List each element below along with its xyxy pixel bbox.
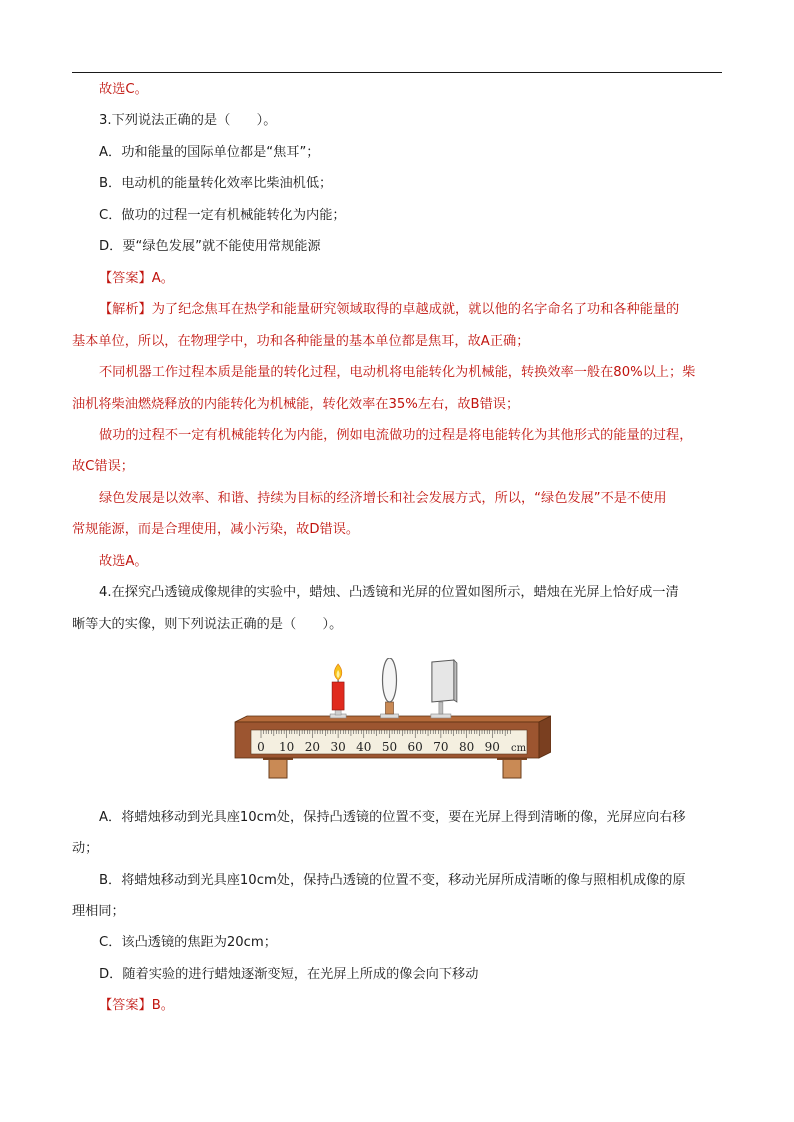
text-line: 不同机器工作过程本质是能量的转化过程，电动机将电能转化为机械能，转换效率一般在80%以上；柴 [99,365,696,381]
ruler-label: 50 [381,740,398,754]
text-line: 基本单位，所以，在物理学中，功和各种能量的基本单位都是焦耳，故A正确； [72,333,530,349]
light-screen [431,660,457,718]
text-line: 故选A。 [99,553,148,569]
candle [330,664,346,718]
text-line: 故C错误； [72,459,134,475]
bench-leg-right [503,758,521,778]
ruler-label: 20 [304,740,321,754]
ruler-label: 80 [458,740,475,754]
text-line: A．功和能量的国际单位都是“焦耳”； [99,144,320,160]
text-line: A．将蜡烛移动到光具座10cm处，保持凸透镜的位置不变，要在光屏上得到清晰的像，光屏应向右移 [99,810,686,825]
ruler-unit: cm [511,743,527,754]
text-line: 故选C。 [99,82,148,97]
text-line: 做功的过程不一定有机械能转化为内能，例如电流做功的过程是将电能转化为其他形式的能量的过程， [99,427,693,443]
ruler-label: 40 [356,740,372,754]
text-line: B．电动机的能量转化效率比柴油机低； [99,176,333,192]
ruler-label: 60 [407,740,423,754]
text-line: 晰等大的实像，则下列说法正确的是（ ）。 [72,616,343,632]
header-rule [72,72,722,73]
text-line: C．该凸透镜的焦距为20cm； [99,935,277,951]
text-line: 3.下列说法正确的是（ ）。 [99,113,277,129]
ruler-label: 10 [279,740,295,754]
bench-leg-left [269,758,287,778]
text-line: 【解析】为了纪念焦耳在热学和能量研究领域取得的卓越成就，就以他的名字命名了功和各种能量的 [99,302,680,318]
text-line: 油机将柴油燃烧释放的内能转化为机械能，转化效率在35%左右，故B错误； [72,396,520,412]
text-line: D．要“绿色发展”就不能使用常规能源 [99,239,321,255]
text-line: B．将蜡烛移动到光具座10cm处，保持凸透镜的位置不变，移动光屏所成清晰的像与照相机成像的原 [99,872,686,888]
optical-bench-figure [233,658,551,788]
text-line: 4.在探究凸透镜成像规律的实验中，蜡烛、凸透镜和光屏的位置如图所示，蜡烛在光屏上恰好成一清 [99,585,679,601]
convex-lens [381,658,399,718]
text-line: 动； [72,841,99,857]
ruler-label: 70 [433,740,449,754]
text-line: 【答案】A。 [99,270,174,286]
ruler-label: 0 [257,740,265,754]
text-line: 绿色发展是以效率、和谐、持续为目标的经济增长和社会发展方式，所以，“绿色发展”不是不使用 [99,490,667,506]
text-line: D．随着实验的进行蜡烛逐渐变短，在光屏上所成的像会向下移动 [99,966,479,982]
ruler-label: 30 [330,740,346,754]
text-line: C．做功的过程一定有机械能转化为内能； [99,207,346,223]
ruler-label: 90 [484,740,500,754]
text-line: 理相同； [72,903,125,919]
text-line: 常规能源，而是合理使用，减小污染，故D错误。 [72,522,360,538]
text-line: 【答案】B。 [99,997,174,1013]
